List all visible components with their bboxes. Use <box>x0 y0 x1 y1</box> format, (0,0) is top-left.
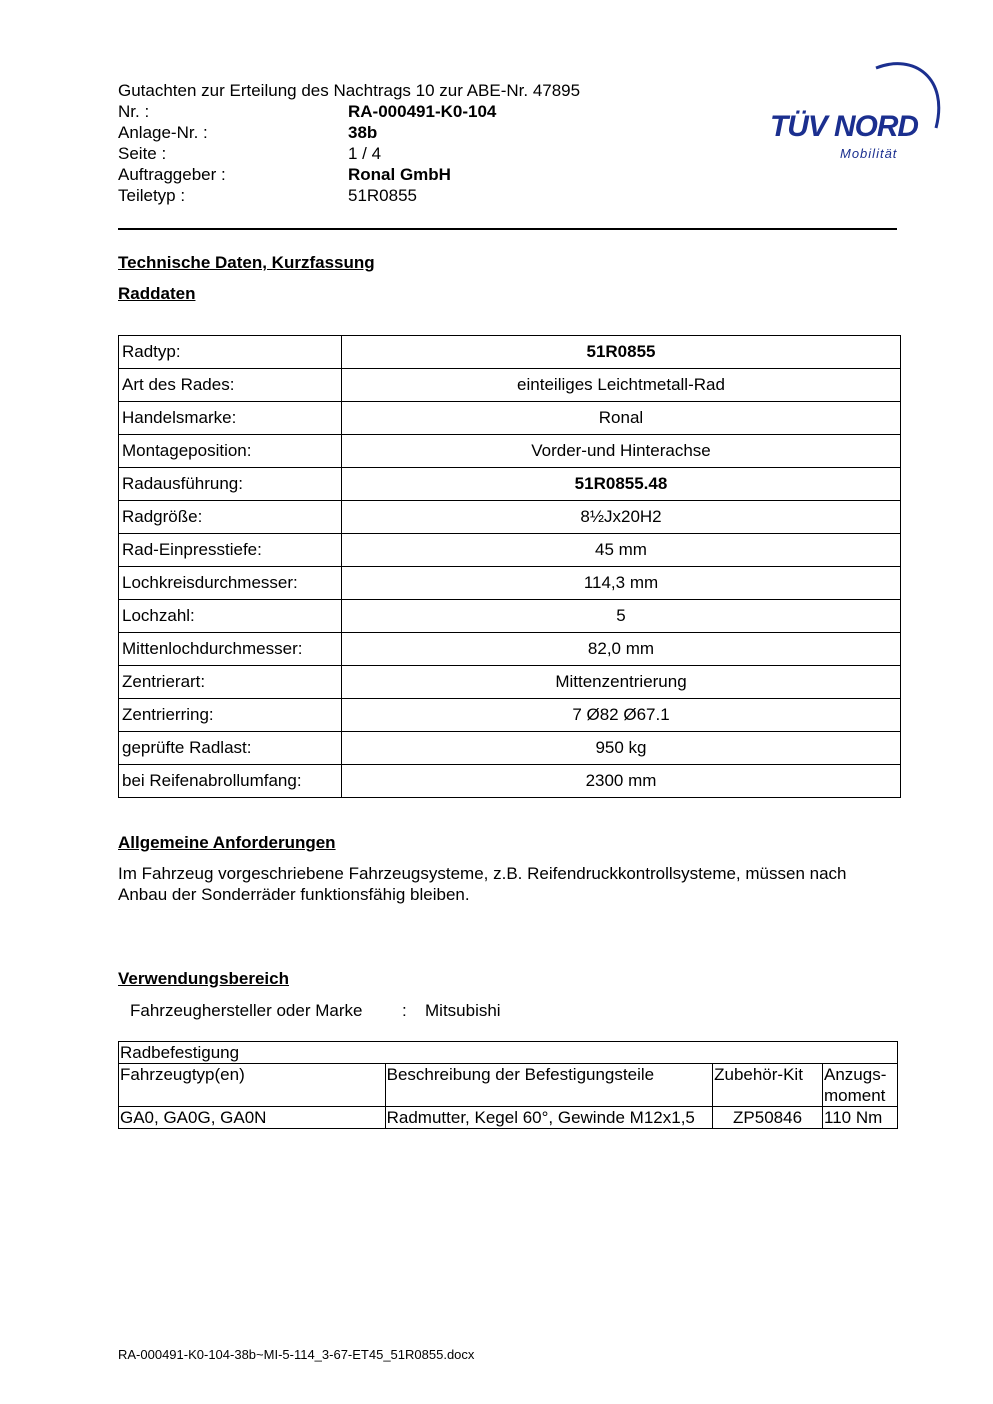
raddaten-row <box>119 468 901 501</box>
raddaten-row <box>119 567 901 600</box>
raddaten-heading: Raddaten <box>118 284 196 303</box>
raddaten-row <box>119 369 901 402</box>
header-field-value: 38b <box>348 123 378 142</box>
befestigung-title-row <box>119 1042 898 1064</box>
raddaten-value: 51R0855 <box>342 336 901 369</box>
raddaten-value: 8½Jx20H2 <box>342 501 901 534</box>
befestigung-cell: GA0, GA0G, GA0N <box>119 1107 386 1129</box>
raddaten-value: 82,0 mm <box>342 633 901 666</box>
section-title: Technische Daten, Kurzfassung <box>118 253 375 272</box>
befestigung-title: Radbefestigung <box>119 1042 898 1064</box>
raddaten-value: 114,3 mm <box>342 567 901 600</box>
raddaten-row <box>119 633 901 666</box>
header-field-value: Ronal GmbH <box>348 165 451 184</box>
raddaten-label: Zentrierring: <box>119 699 342 732</box>
raddaten-row <box>119 402 901 435</box>
footer-filename: RA-000491-K0-104-38b~MI-5-114_3-67-ET45_51R0855.docx <box>118 1347 475 1362</box>
befestigung-header-row <box>119 1064 898 1107</box>
raddaten-label: Lochkreisdurchmesser: <box>119 567 342 600</box>
raddaten-value: einteiliges Leichtmetall-Rad <box>342 369 901 402</box>
raddaten-row <box>119 666 901 699</box>
raddaten-label: Mittenlochdurchmesser: <box>119 633 342 666</box>
header-field-value: 1 / 4 <box>348 144 382 163</box>
anforderungen-text: Im Fahrzeug vorgeschriebene Fahrzeugsysteme, z.B. Reifendruckkontrollsysteme, müssen nach Anbau der Sonderräder funktionsfähig bleiben. <box>118 864 847 904</box>
raddaten-value: 2300 mm <box>342 765 901 798</box>
raddaten-table <box>118 335 901 798</box>
header-field-label: Auftraggeber : <box>118 165 226 184</box>
raddaten-label: Lochzahl: <box>119 600 342 633</box>
raddaten-value: 7 Ø82 Ø67.1 <box>342 699 901 732</box>
header-divider <box>118 228 897 230</box>
verwendung-heading: Verwendungsbereich <box>118 969 289 988</box>
raddaten-label: Radgröße: <box>119 501 342 534</box>
raddaten-row <box>119 336 901 369</box>
raddaten-value: 5 <box>342 600 901 633</box>
tuv-nord-logo <box>764 58 946 166</box>
raddaten-label: Handelsmarke: <box>119 402 342 435</box>
raddaten-label: geprüfte Radlast: <box>119 732 342 765</box>
manufacturer-separator: : <box>402 1001 407 1020</box>
col-header-anzugsmoment: Anzugs- moment <box>823 1064 898 1107</box>
raddaten-row <box>119 534 901 567</box>
raddaten-label: Zentrierart: <box>119 666 342 699</box>
raddaten-row <box>119 600 901 633</box>
befestigung-row <box>119 1107 898 1129</box>
raddaten-label: Radtyp: <box>119 336 342 369</box>
raddaten-row <box>119 501 901 534</box>
header-field-value: 51R0855 <box>348 186 418 205</box>
raddaten-label: bei Reifenabrollumfang: <box>119 765 342 798</box>
befestigung-cell: 110 Nm <box>823 1107 898 1129</box>
col-header-beschreibung: Beschreibung der Befestigungsteile <box>385 1064 712 1107</box>
raddaten-value: 950 kg <box>342 732 901 765</box>
manufacturer-value: Mitsubishi <box>425 1001 501 1020</box>
raddaten-value: Mittenzentrierung <box>342 666 901 699</box>
befestigung-table <box>118 1041 898 1129</box>
befestigung-cell: Radmutter, Kegel 60°, Gewinde M12x1,5 <box>385 1107 712 1129</box>
manufacturer-label: Fahrzeughersteller oder Marke <box>130 1001 363 1020</box>
raddaten-row <box>119 435 901 468</box>
col-header-zubehoer: Zubehör-Kit <box>713 1064 823 1107</box>
logo-subtitle-text: Mobilität <box>840 146 898 161</box>
raddaten-label: Montageposition: <box>119 435 342 468</box>
header-field-label: Seite : <box>118 144 167 163</box>
befestigung-cell: ZP50846 <box>713 1107 823 1129</box>
raddaten-row <box>119 732 901 765</box>
raddaten-value: Vorder-und Hinterachse <box>342 435 901 468</box>
header-field-label: Nr. : <box>118 102 150 121</box>
header-field-label: Teiletyp : <box>118 186 186 205</box>
document-title: Gutachten zur Erteilung des Nachtrags 10 zur ABE-Nr. 47895 <box>118 81 581 100</box>
raddaten-row <box>119 765 901 798</box>
raddaten-label: Rad-Einpresstiefe: <box>119 534 342 567</box>
raddaten-value: 45 mm <box>342 534 901 567</box>
logo-brand-text: TÜV NORD <box>770 110 919 143</box>
raddaten-value: Ronal <box>342 402 901 435</box>
header-field-value: RA-000491-K0-104 <box>348 102 497 121</box>
header-field-label: Anlage-Nr. : <box>118 123 208 142</box>
col-header-fahrzeugtyp: Fahrzeugtyp(en) <box>119 1064 386 1107</box>
raddaten-row <box>119 699 901 732</box>
raddaten-value: 51R0855.48 <box>342 468 901 501</box>
anforderungen-heading: Allgemeine Anforderungen <box>118 833 336 852</box>
raddaten-label: Radausführung: <box>119 468 342 501</box>
raddaten-label: Art des Rades: <box>119 369 342 402</box>
